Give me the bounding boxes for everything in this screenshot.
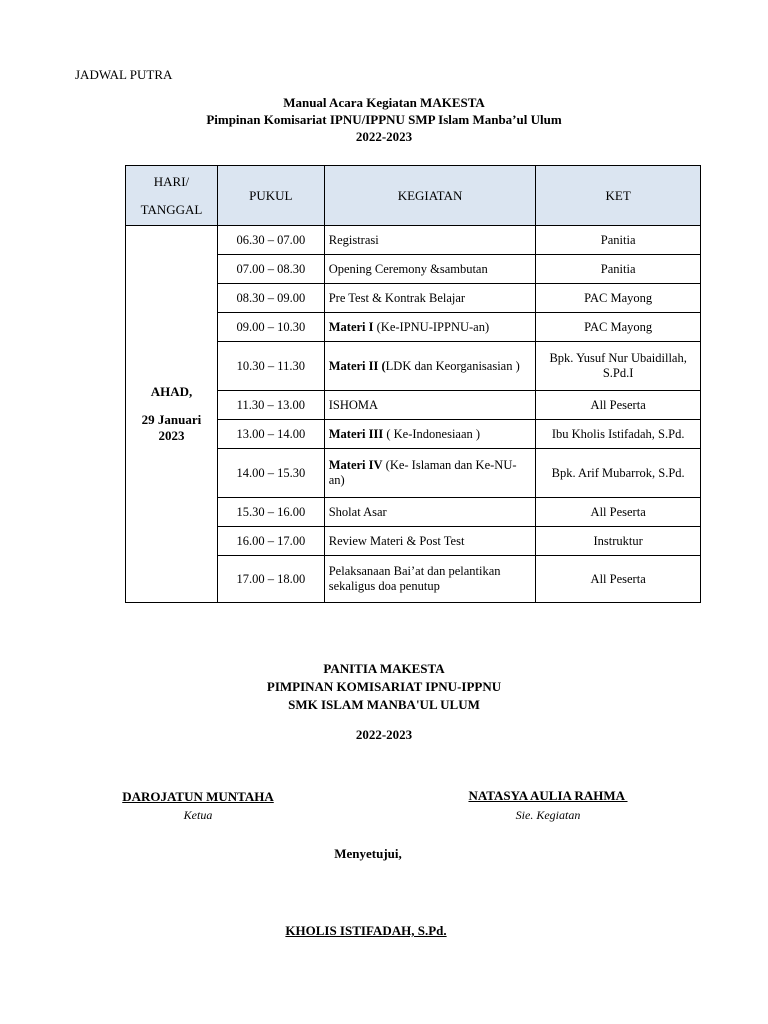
ket-cell: Instruktur <box>536 527 701 556</box>
signature-left-name: DAROJATUN MUNTAHA <box>122 789 274 804</box>
approver-name: KHOLIS ISTIFADAH, S.Pd. <box>285 923 447 938</box>
kegiatan-text: (Ke-IPNU-IPPNU-an) <box>373 319 490 334</box>
kegiatan-bold: Materi III <box>328 426 384 441</box>
committee-line-2: PIMPINAN KOMISARIAT IPNU-IPPNU <box>266 679 502 694</box>
schedule-table <box>125 165 701 603</box>
title-line-2: Pimpinan Komisariat IPNU/IPPNU SMP Islam Manba’ul Ulum <box>206 112 562 127</box>
signature-left-role: Ketua <box>183 808 213 822</box>
title-line-1: Manual Acara Kegiatan MAKESTA <box>283 95 485 110</box>
ket-cell: Bpk. Yusuf Nur Ubaidillah, S.Pd.I <box>536 342 701 391</box>
committee-period: 2022-2023 <box>355 727 413 742</box>
committee-line-1: PANITIA MAKESTA <box>323 661 445 676</box>
pukul-cell: 13.00 – 14.00 <box>217 420 324 449</box>
kegiatan-cell <box>324 342 536 391</box>
pukul-cell: 06.30 – 07.00 <box>217 226 324 255</box>
kegiatan-text: Registrasi <box>328 232 379 247</box>
pukul-cell: 07.00 – 08.30 <box>217 255 324 284</box>
kegiatan-text: Opening Ceremony &sambutan <box>328 261 488 276</box>
day-year: 2023 <box>158 428 185 443</box>
header-hari-tanggal <box>126 166 218 226</box>
day-cell <box>126 226 218 603</box>
kegiatan-text: LDK dan Keorganisasian ) <box>385 358 520 373</box>
kegiatan-text: Pre Test & Kontrak Belajar <box>328 290 466 305</box>
ket-cell: All Peserta <box>536 498 701 527</box>
signature-right-role: Sie. Kegiatan <box>515 808 581 822</box>
kegiatan-text: ( Ke-Indonesiaan ) <box>383 426 481 441</box>
ket-cell: Bpk. Arif Mubarrok, S.Pd. <box>536 449 701 498</box>
kegiatan-text: Sholat Asar <box>328 504 387 519</box>
ket-cell: Panitia <box>536 255 701 284</box>
signature-right <box>448 788 648 823</box>
ket-cell: PAC Mayong <box>536 284 701 313</box>
signature-right-name: NATASYA AULIA RAHMA <box>468 788 628 803</box>
header-ket: KET <box>536 166 701 226</box>
approval-label: Menyetujui, <box>334 846 402 861</box>
committee-line-3: SMK ISLAM MANBA'UL ULUM <box>288 697 480 712</box>
kegiatan-cell <box>324 527 536 556</box>
kegiatan-cell <box>324 313 536 342</box>
ket-cell: Ibu Kholis Istifadah, S.Pd. <box>536 420 701 449</box>
ket-cell: Panitia <box>536 226 701 255</box>
pukul-cell: 08.30 – 09.00 <box>217 284 324 313</box>
pukul-cell: 15.30 – 16.00 <box>217 498 324 527</box>
kegiatan-text: Review Materi & Post Test <box>328 533 465 548</box>
day-date: 29 Januari <box>141 412 202 427</box>
title-line-3: 2022-2023 <box>355 129 413 144</box>
pukul-cell: 09.00 – 10.30 <box>217 313 324 342</box>
ket-cell: All Peserta <box>536 391 701 420</box>
approver-block <box>0 922 732 940</box>
header-kegiatan: KEGIATAN <box>324 166 536 226</box>
kegiatan-text: Pelaksanaan Bai’at dan pelantikan sekaligus doa penutup <box>328 564 501 593</box>
committee-block <box>0 660 768 714</box>
kegiatan-bold: Materi I <box>328 319 374 334</box>
kegiatan-text: (Ke- Islaman dan Ke-NU-an) <box>328 458 517 487</box>
table-header-row <box>126 166 701 226</box>
kegiatan-cell <box>324 498 536 527</box>
kegiatan-cell <box>324 226 536 255</box>
kegiatan-text: ISHOMA <box>328 397 379 412</box>
table-row <box>126 226 701 255</box>
pukul-cell: 10.30 – 11.30 <box>217 342 324 391</box>
kegiatan-cell <box>324 284 536 313</box>
header-pukul: PUKUL <box>217 166 324 226</box>
pukul-cell: 16.00 – 17.00 <box>217 527 324 556</box>
pukul-cell: 14.00 – 15.30 <box>217 449 324 498</box>
day-name: AHAD, <box>150 384 193 399</box>
ket-cell: All Peserta <box>536 556 701 603</box>
kegiatan-cell <box>324 255 536 284</box>
pukul-cell: 17.00 – 18.00 <box>217 556 324 603</box>
kegiatan-cell <box>324 556 536 603</box>
header-hari: HARI/ <box>153 173 190 189</box>
pukul-cell: 11.30 – 13.00 <box>217 391 324 420</box>
kegiatan-cell <box>324 449 536 498</box>
ket-cell: PAC Mayong <box>536 313 701 342</box>
document-label: JADWAL PUTRA <box>75 67 173 82</box>
header-tanggal: TANGGAL <box>140 201 203 217</box>
kegiatan-bold: Materi II ( <box>328 358 386 373</box>
kegiatan-cell <box>324 420 536 449</box>
signature-left <box>98 789 298 823</box>
document-title <box>0 94 768 145</box>
kegiatan-cell <box>324 391 536 420</box>
kegiatan-bold: Materi IV <box>328 458 383 472</box>
